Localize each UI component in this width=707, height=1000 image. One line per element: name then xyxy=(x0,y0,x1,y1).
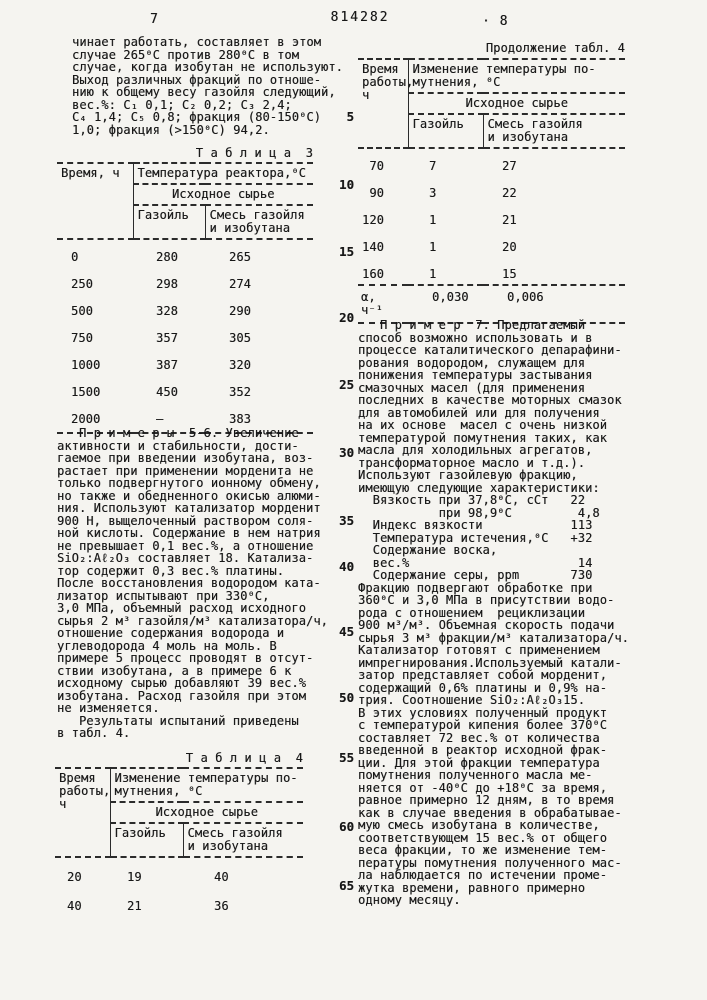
left-page-number: 7 xyxy=(150,12,159,27)
table-cell: 357 xyxy=(156,331,178,345)
table-cell: 2000 xyxy=(57,402,133,433)
table-cell: 250 xyxy=(71,277,93,291)
table3-subgroup-header: Исходное сырье xyxy=(133,184,313,205)
table4-subgroup-header: Исходное сырье xyxy=(110,802,303,823)
table-row xyxy=(358,148,625,176)
examples-5-6-paragraph: П р и м е р ы 5-6. Увеличение активности и стабильности, дости- гаемое при введении изобутана, воз- растает при применении морденита не только подвергнутого ионному обмену, но также и обедненного окисью алюми- ния. Используют катализатор морденит 900 Н, выщелоченный раствором соля- ной кислоты. Содержание в нем натрия не превышает 0,1 вес.%, а отношение SiO₂:Aℓ₂O₃ составляет 18. Катализа- тор содержит 0,3 вес.% платины. После восстановления водородом ката- лизатор испытывают при 330⁰С, 3,0 МПа, объемный расход исходного сырья 2 м³ газойля/м³ катализатора/ч, отношение содержания водорода и углеводорода 4 моль на моль. В примере 5 процесс проводят в отсут- ствии изобутана, а в примере 6 к исходному сырью добавляют 39 вес.% изобутана. Расход газойля при этом не изменяется. Результаты испытаний приведены в табл. 4. xyxy=(57,426,329,740)
table4-gasoil-header: Газойль xyxy=(110,823,183,857)
alpha-mix-value: 0,006 xyxy=(483,285,625,323)
table-cell: 0 xyxy=(71,250,79,264)
table-cell: 298 xyxy=(156,277,178,291)
table4-continuation-caption: Продолжение табл. 4 xyxy=(485,41,625,55)
table-cell: 20 xyxy=(502,240,517,254)
intro-paragraph: чинает работать, составляет в этом случае 265⁰С против 280⁰С в том случае, когда изобутан не используют. Выход различных фракций по отноше- нию к общему весу газойля следующий, вес.%: C₁ 0,1; C₂ 0,2; C₃ 2,4; C₄ 1,4; C₅ 0,8; фракция (80-150⁰С) 1,0; фракция (>150⁰С) 94,2. xyxy=(72,35,344,137)
table-cell: 1 xyxy=(429,213,437,227)
table-cell: 7 xyxy=(429,159,437,173)
table4c-body xyxy=(358,148,625,285)
table-cell: 22 xyxy=(502,186,517,200)
table-cell: 280 xyxy=(156,250,178,264)
table-row xyxy=(57,294,313,321)
margin-line-number: 65 xyxy=(338,878,354,893)
table-row xyxy=(57,348,313,375)
table-cell: 750 xyxy=(71,331,93,345)
table-4 xyxy=(55,767,303,916)
table-cell: 387 xyxy=(156,358,178,372)
margin-line-number: 35 xyxy=(338,513,354,528)
table-cell: 21 xyxy=(127,899,142,913)
table-cell: 290 xyxy=(229,304,251,318)
table4-group-header: Изменение температуры по- мутнения, ⁰С xyxy=(110,768,303,802)
table-cell: 1 xyxy=(429,267,437,281)
table-cell: – xyxy=(133,402,205,433)
table-row xyxy=(57,239,313,267)
table-cell: 40 xyxy=(214,870,229,884)
table-cell: 305 xyxy=(229,331,251,345)
table-cell: 328 xyxy=(156,304,178,318)
table-cell: 3 xyxy=(429,186,437,200)
right-page-number: · 8 xyxy=(482,14,509,29)
patent-number: 814282 xyxy=(330,10,390,25)
table-row xyxy=(358,176,625,203)
table-row xyxy=(57,321,313,348)
table4-mix-header: Смесь газойля и изобутана xyxy=(183,823,303,857)
table-cell: 383 xyxy=(205,402,313,433)
table3-body xyxy=(57,239,313,433)
table4c-group-header: Изменение температуры по- мутнения, ⁰С xyxy=(408,59,625,93)
table-row xyxy=(55,887,303,916)
table4c-header xyxy=(358,59,625,148)
margin-line-number: 5 xyxy=(346,109,354,124)
table-cell: 1 xyxy=(429,240,437,254)
table-cell: 120 xyxy=(362,213,384,227)
table-4-continuation xyxy=(358,58,625,324)
table-cell: 90 xyxy=(369,186,384,200)
margin-line-number: 40 xyxy=(338,559,354,574)
table-cell: 450 xyxy=(156,385,178,399)
margin-line-number: 25 xyxy=(338,377,354,392)
margin-line-number: 60 xyxy=(338,819,354,834)
table4-time-header: Время работы, ч xyxy=(55,768,110,857)
table-cell: 1500 xyxy=(71,385,101,399)
table-3 xyxy=(57,162,313,434)
margin-line-number: 50 xyxy=(338,690,354,705)
margin-line-number: 15 xyxy=(338,244,354,259)
table-cell: 160 xyxy=(362,267,384,281)
table-cell: 352 xyxy=(229,385,251,399)
table-cell: 500 xyxy=(71,304,93,318)
margin-line-number: 55 xyxy=(338,750,354,765)
table-cell: 140 xyxy=(362,240,384,254)
table3-caption: Т а б л и ц а 3 xyxy=(195,146,313,160)
table4c-subgroup-header: Исходное сырье xyxy=(408,93,625,114)
table-cell: 19 xyxy=(127,870,142,884)
table4c-mix-header: Смесь газойля и изобутана xyxy=(483,114,625,148)
table4-header xyxy=(55,768,303,857)
table-row xyxy=(57,375,313,402)
table3-header xyxy=(57,163,313,239)
table-row xyxy=(358,230,625,257)
table-cell: 36 xyxy=(214,899,229,913)
table-cell: 274 xyxy=(229,277,251,291)
table3-group-header: Температура реактора,⁰С xyxy=(133,163,313,184)
table-row xyxy=(358,203,625,230)
table-row xyxy=(358,257,625,285)
table-cell: 27 xyxy=(502,159,517,173)
table-cell: 70 xyxy=(369,159,384,173)
table-cell: 40 xyxy=(67,899,82,913)
table3-mix-header: Смесь газойля и изобутана xyxy=(205,205,313,239)
margin-line-number: 45 xyxy=(338,624,354,639)
margin-line-number: 10 xyxy=(338,177,354,192)
table3-gasoil-header: Газойль xyxy=(133,205,205,239)
table4c-time-header: Время работы, ч xyxy=(358,59,408,148)
margin-line-number: 20 xyxy=(338,310,354,325)
table-cell: 21 xyxy=(502,213,517,227)
margin-line-number: 30 xyxy=(338,445,354,460)
table-cell: 320 xyxy=(229,358,251,372)
table4-caption: Т а б л и ц а 4 xyxy=(185,751,303,765)
table-row xyxy=(55,857,303,887)
table-cell: 265 xyxy=(229,250,251,264)
table-cell: 15 xyxy=(502,267,517,281)
example-7-paragraph: П р и м е р 7. Предлагаемый способ возможно использовать и в процессе каталитического депарафини- рования водородом, служащем для понижения температуры застывания смазочных масел (для применения последних в качестве моторных смазок для автомобилей или для получения на их основе масел с очень низкой температурой помутнения таких, как масла для холодильных агрегатов, трансформаторное масло и т.д.). Используют газойлевую фракцию, имеющую следующие характеристики: Вязкость при 37,8⁰С, сСт 22 при 98,9⁰С 4,8 Индекс вязкости 113 Температура истечения,⁰С +32 Содержание воска, вес.% 14 Содержание серы, ppm 730 Фракцию подвергают обработке при 360⁰С и 3,0 МПа в присутствии водо- рода с отношением рециклизации 900 м³/м³. Объемная скорость подачи сырья 3 м³ фракции/м³ катализатора/ч. Катализатор готовят с применением импрегнирования.Используемый катали- затор представляет собой морденит, содержащий 0,6% платины и 0,9% на- трия. Соотношение SiO₂:Aℓ₂O₃15. В этих условиях полученный продукт с температурой кипения более 370⁰С составляет 72 вес.% от количества введенной в реактор исходной фрак- ции. Для этой фракции температура помутнения полученного масла ме- няется от -40⁰С до +18⁰С за время, равное примерно 12 дням, в то время как в случае введения в обрабатывае- мую смесь изобутана в количестве, соответствующем 15 вес.% от общего веса фракции, то же изменение тем- пературы помутнения полученного мас- ла наблюдается по истечении проме- жутка времени, равного примерно одному месяцу. xyxy=(358,318,630,907)
alpha-label: α, ч⁻¹ xyxy=(358,285,408,323)
table-row xyxy=(57,267,313,294)
table-cell: 1000 xyxy=(71,358,101,372)
alpha-gasoil-value: 0,030 xyxy=(408,285,483,323)
table4c-gasoil-header: Газойль xyxy=(408,114,483,148)
table3-time-header: Время, ч xyxy=(57,163,133,239)
table4-body xyxy=(55,857,303,916)
table-cell: 20 xyxy=(67,870,82,884)
